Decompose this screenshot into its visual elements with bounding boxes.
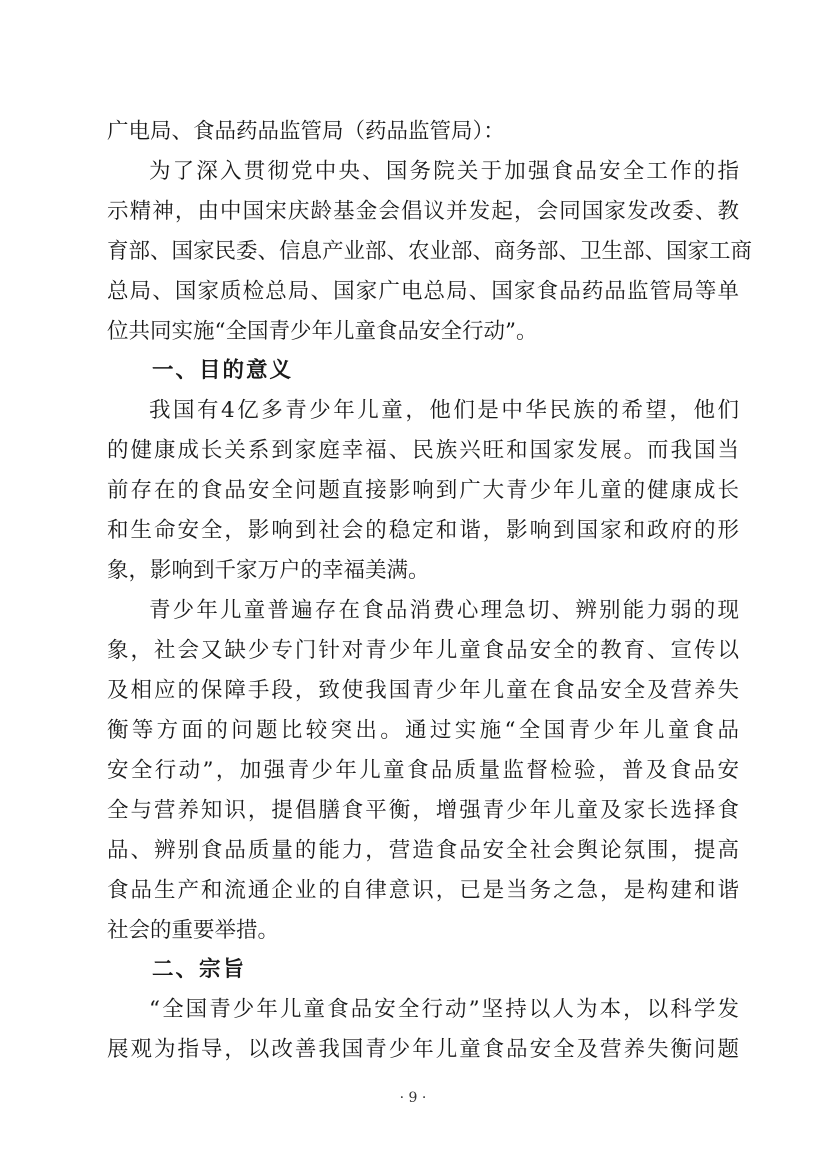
text-line: 展观为指导，以改善我国青少年儿童食品安全及营养失衡问题 bbox=[107, 1037, 739, 1062]
text-line: 和生命安全，影响到社会的稳定和谐，影响到国家和政府的形 bbox=[107, 518, 739, 543]
text-line: 品、辨别食品质量的能力，营造食品安全社会舆论氛围，提高 bbox=[107, 838, 739, 863]
text-line: 食品生产和流通企业的自律意识，已是当务之急，是构建和谐 bbox=[107, 878, 739, 903]
text-line: 衡等方面的问题比较突出。通过实施“全国青少年儿童食品 bbox=[107, 718, 739, 743]
section-heading-purpose: 一、目的意义 bbox=[152, 358, 294, 383]
text-line: 广电局、食品药品监管局（药品监管局）： bbox=[107, 119, 505, 144]
text-line: 青少年儿童普遍存在食品消费心理急切、辨别能力弱的现 bbox=[149, 598, 739, 623]
text-line: “全国青少年儿童食品安全行动”坚持以人为本，以科学发 bbox=[149, 997, 739, 1022]
text-line: 全与营养知识，提倡膳食平衡，增强青少年儿童及家长选择食 bbox=[107, 798, 739, 823]
text-line: 的健康成长关系到家庭幸福、民族兴旺和国家发展。而我国当 bbox=[107, 438, 739, 463]
text-line: 位共同实施“全国青少年儿童食品安全行动”。 bbox=[107, 319, 538, 344]
text-line: 前存在的食品安全问题直接影响到广大青少年儿童的健康成长 bbox=[107, 478, 739, 503]
text-line: 为了深入贯彻党中央、国务院关于加强食品安全工作的指 bbox=[149, 159, 739, 184]
text-line: 象，社会又缺少专门针对青少年儿童食品安全的教育、宣传以 bbox=[107, 638, 739, 663]
page-number: · 9 · bbox=[399, 1090, 427, 1106]
text-line: 示精神，由中国宋庆龄基金会倡议并发起，会同国家发改委、教 bbox=[107, 199, 739, 224]
text-line: 总局、国家质检总局、国家广电总局、国家食品药品监管局等单 bbox=[107, 279, 739, 304]
text-line: 安全行动”，加强青少年儿童食品质量监督检验，普及食品安 bbox=[107, 758, 739, 783]
section-heading-purpose-tenet: 二、宗旨 bbox=[152, 957, 247, 982]
text-line: 我国有4亿多青少年儿童，他们是中华民族的希望，他们 bbox=[149, 398, 739, 423]
text-line: 及相应的保障手段，致使我国青少年儿童在食品安全及营养失 bbox=[107, 678, 739, 703]
text-line: 社会的重要举措。 bbox=[107, 918, 280, 943]
text-line: 象，影响到千家万户的幸福美满。 bbox=[107, 558, 430, 583]
text-line: 育部、国家民委、信息产业部、农业部、商务部、卫生部、国家工商 bbox=[107, 239, 753, 264]
